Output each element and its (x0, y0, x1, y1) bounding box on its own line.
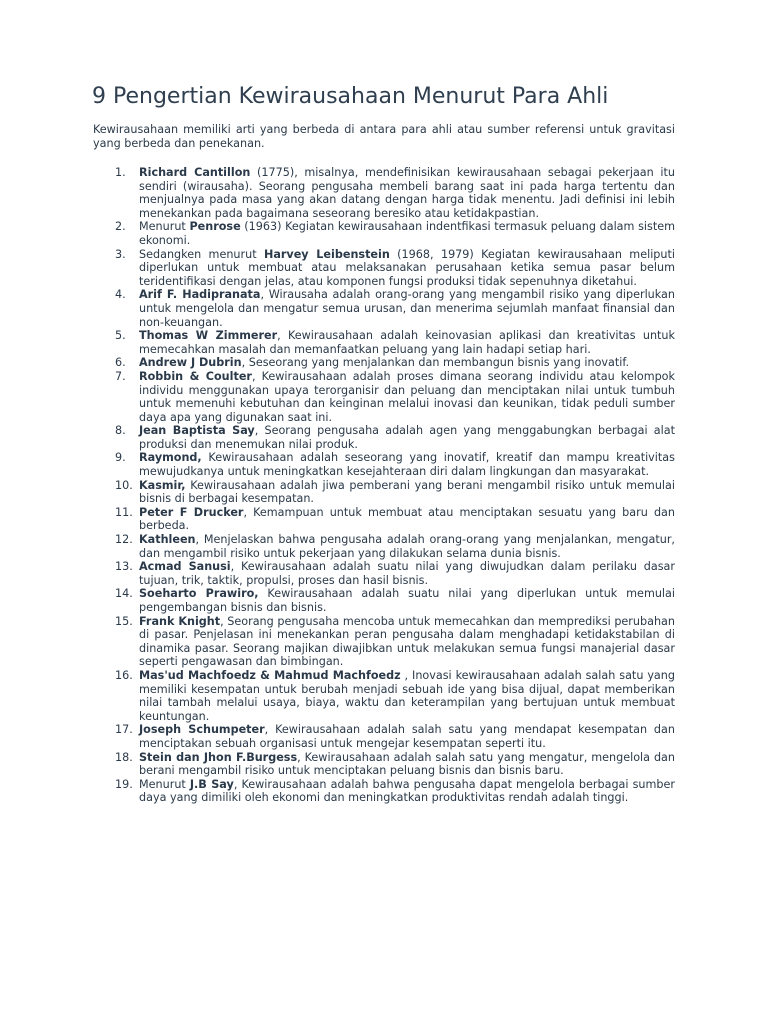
expert-name: Kathleen (139, 533, 196, 547)
definition-text: , Seorang pengusaha mencoba untuk memecahkan dan memprediksi perubahan di pasar. Penjelasan ini menekankan peran pengusaha dalam menghadapi ketidakstabilan di dinamika pasar. Seorang majikan diwajibkan untuk melakukan semua fungsi manajerial dasar seperti pengawasan dan bimbingan. (139, 614, 675, 669)
definition-text: , Kewirausahaan adalah salah satu yang mendapat kesempatan dan menciptakan sebuah organisasi untuk mengejar kesempatan seperti itu. (139, 723, 675, 750)
definition-text: , Wirausaha adalah orang-orang yang mengambil risiko yang diperlukan untuk mengelola dan mengatur semua urusan, dan menerima sejumlah manfaat finansial dan non-keuangan. (139, 288, 675, 329)
item-number: 8. (115, 424, 126, 438)
list-item (93, 778, 675, 805)
definition-text: (1968, 1979) Kegiatan kewirausahaan meliputi diperlukan untuk membuat atau melaksanakan perusahaan ketika semua pasar belum teridentifikasi dengan jelas, atau komponen fungsi produksi tidak sepenuhnya diketahui. (139, 247, 675, 288)
list-item (93, 615, 675, 669)
item-number: 12. (115, 533, 133, 547)
definition-text: , Menjelaskan bahwa pengusaha adalah orang-orang yang menjalankan, mengatur, dan mengambil risiko untuk pekerjaan yang dilakukan selama dunia bisnis. (139, 533, 675, 560)
definition-text: , Seorang pengusaha adalah agen yang menggabungkan berbagai alat produksi dan menemukan nilai produk. (139, 424, 676, 451)
list-item (93, 479, 675, 506)
definition-text: (1963) Kegiatan kewirausahaan indentfikasi termasuk peluang dalam sistem ekonomi. (139, 220, 676, 247)
list-item (93, 723, 675, 750)
list-item (93, 506, 675, 533)
item-number: 2. (115, 220, 126, 234)
list-item (93, 669, 675, 723)
item-number: 3. (115, 247, 126, 261)
definition-text: , Kewirausahaan adalah bahwa pengusaha dapat mengelola berbagai sumber daya yang dimiliki oleh ekonomi dan meningkatkan produktivitas rendah adalah tinggi. (139, 777, 675, 805)
item-prefix: Menurut (139, 220, 190, 234)
item-number: 5. (115, 329, 126, 343)
expert-name: Richard Cantillon (139, 166, 251, 179)
list-item (93, 166, 675, 220)
expert-name: Harvey Leibenstein (263, 247, 390, 261)
expert-name: Soeharto Prawiro, (139, 587, 259, 601)
list-item (93, 560, 675, 587)
definition-text: (1775), misalnya, mendefinisikan kewirausahaan sebagai pekerjaan itu sendiri (wirausaha). Seorang pengusaha membeli barang saat ini pada harga tertentu dan menjualnya pada masa yang akan datang dengan harga tidak menentu. Jadi definisi ini lebih menekankan pada bagaimana seseorang beresiko atau ketidakpastian. (139, 166, 675, 220)
item-number: 9. (115, 451, 126, 465)
item-number: 15. (115, 614, 133, 628)
definition-text: , Kewirausahaan adalah suatu nilai yang diwujudkan dalam perilaku dasar tujuan, trik, taktik, propulsi, proses dan hasil bisnis. (139, 560, 675, 587)
item-number: 13. (115, 560, 133, 574)
list-item (93, 356, 675, 370)
definitions-list (93, 166, 675, 805)
expert-name: Stein dan Jhon F.Burgess (139, 750, 298, 764)
expert-name: Raymond, (139, 451, 202, 465)
page-title: 9 Pengertian Kewirausahaan Menurut Para Ahli (92, 84, 609, 109)
item-prefix: Sedangken menurut (139, 247, 264, 261)
list-item (93, 533, 675, 560)
expert-name: Arif F. Hadipranata (139, 288, 261, 302)
definition-text: , Kemampuan untuk membuat atau menciptakan sesuatu yang baru dan berbeda. (139, 505, 675, 533)
expert-name: Jean Baptista Say (139, 424, 255, 438)
expert-name: Robbin & Coulter (139, 369, 252, 383)
item-number: 4. (115, 288, 126, 302)
list-item (93, 424, 675, 451)
definition-text: Kewirausahaan adalah jiwa pemberani yang berani mengambil risiko untuk memulai bisnis di berbagai kesempatan. (139, 478, 675, 506)
definition-text: , Inovasi kewirausahaan adalah salah satu yang memiliki kesempatan untuk berubah menjadi sebuah ide yang bisa dijual, dapat memberikan nilai tambah melalui usaya, biaya, waktu dan keterampilan yang bertujuan untuk membuat keuntungan. (139, 668, 675, 723)
expert-name: Peter F Drucker (139, 505, 244, 519)
item-number: 7. (115, 369, 126, 383)
definition-text: , Kewirausahaan adalah proses dimana seorang individu atau kelompok individu menggunakan upaya terorganisir dan peluang dan menciptakan nilai untuk tumbuh untuk memenuhi kebutuhan dan keinginan melalui inovasi dan keunikan, tidak peduli sumber daya apa yang digunakan saat ini. (139, 369, 676, 424)
item-number: 14. (115, 587, 133, 601)
definition-text: , Kewirausahaan adalah salah satu yang mengatur, mengelola dan berani mengambil risiko untuk menciptakan peluang bisnis dan bisnis baru. (139, 750, 676, 778)
intro-paragraph: Kewirausahaan memiliki arti yang berbeda di antara para ahli atau sumber referensi untuk gravitasi yang berbeda dan penekanan. (93, 123, 675, 150)
list-item (93, 220, 675, 247)
list-item (93, 288, 675, 329)
item-number: 6. (115, 356, 126, 370)
list-item (93, 451, 675, 478)
list-item (93, 248, 675, 289)
expert-name: Kasmir, (139, 478, 186, 492)
list-item (93, 751, 675, 778)
definition-text: Kewirausahaan adalah seseorang yang inovatif, kreatif dan mampu kreativitas mewujudkanya untuk meningkatkan kesejahteraan diri dalam lingkungan dan masyarakat. (139, 451, 675, 479)
definition-text: , Kewirausahaan adalah keinovasian aplikasi dan kreativitas untuk memecahkan masalah dan memanfaatkan peluang yang lain hadapi setiap hari. (139, 329, 675, 356)
expert-name: J.B Say (189, 777, 234, 791)
expert-name: Joseph Schumpeter (139, 723, 265, 737)
item-number: 10. (115, 478, 133, 492)
definition-text: , Seseorang yang menjalankan dan membangun bisnis yang inovatif. (241, 356, 630, 370)
expert-name: Thomas W Zimmerer (139, 329, 278, 343)
list-item (93, 329, 675, 356)
item-number: 18. (115, 750, 133, 764)
item-number: 19. (115, 777, 133, 791)
item-number: 1. (115, 166, 126, 179)
expert-name: Andrew J Dubrin (139, 356, 242, 370)
definition-text: Kewirausahaan adalah suatu nilai yang diperlukan untuk memulai pengembangan bisnis dan bisnis. (139, 587, 676, 614)
expert-name: Mas'ud Machfoedz & Mahmud Machfoedz (139, 668, 401, 682)
item-prefix: Menurut (139, 777, 190, 791)
list-item (93, 370, 675, 424)
expert-name: Acmad Sanusi (139, 560, 231, 574)
item-number: 11. (115, 505, 133, 519)
item-number: 17. (115, 723, 133, 737)
expert-name: Frank Knight (139, 614, 221, 628)
item-number: 16. (115, 668, 133, 682)
list-item (93, 587, 675, 614)
expert-name: Penrose (189, 220, 241, 234)
